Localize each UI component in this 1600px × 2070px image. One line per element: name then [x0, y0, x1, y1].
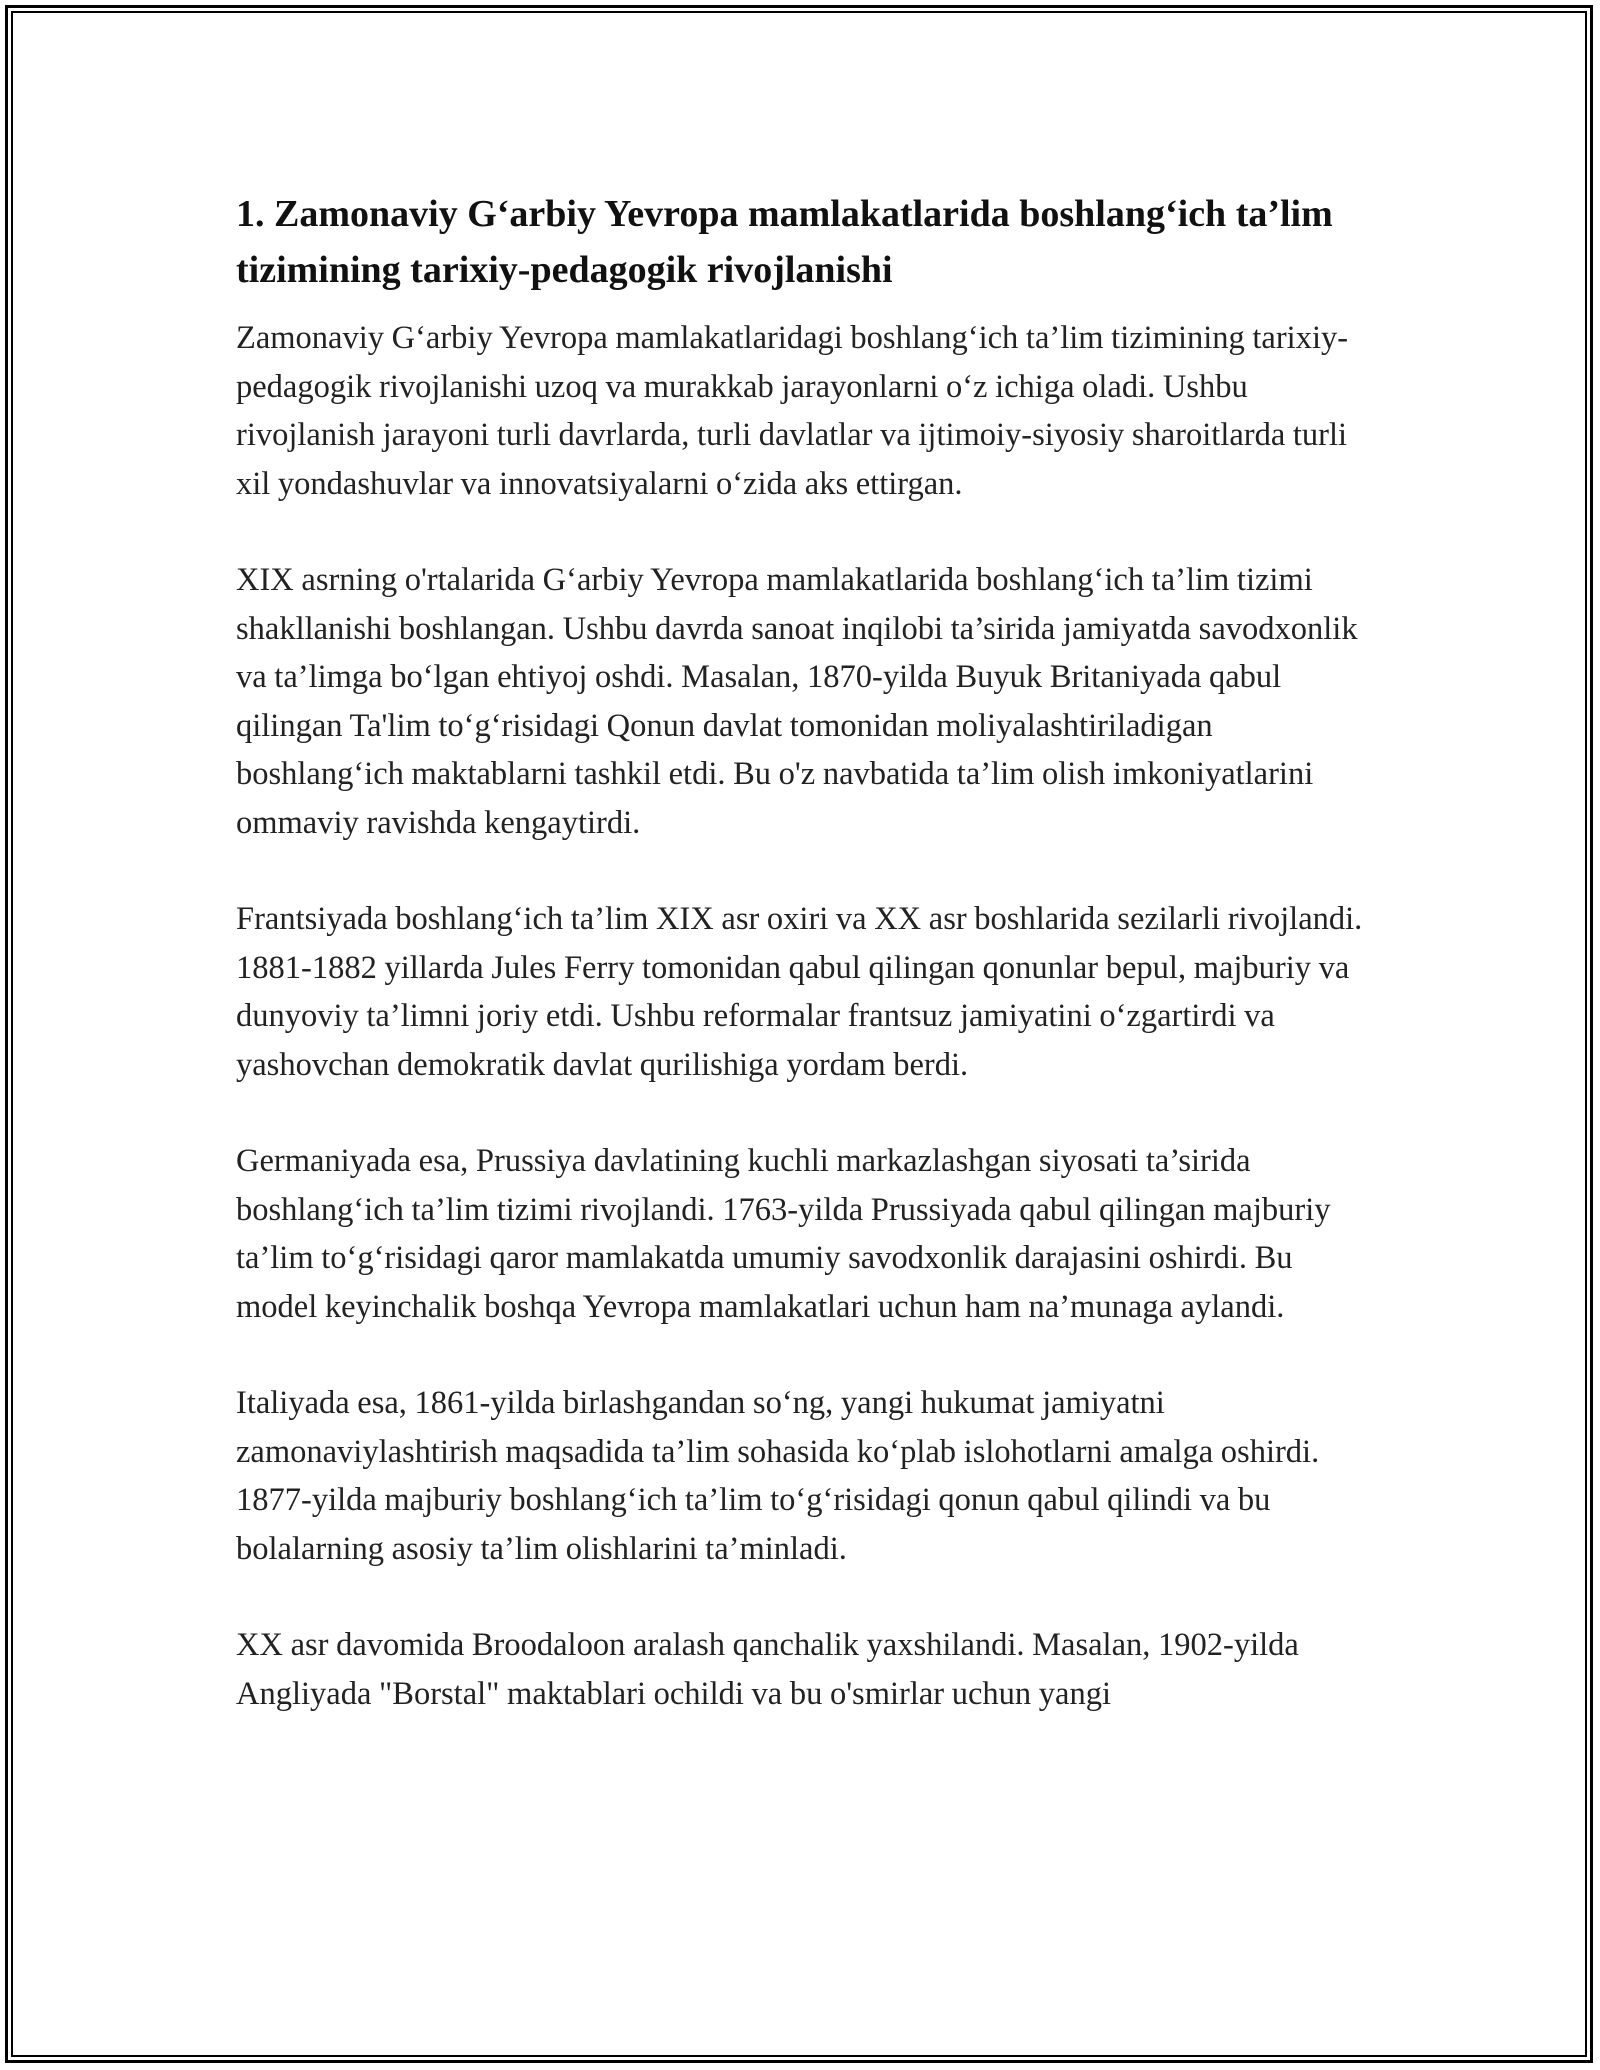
- document-body: [236, 186, 1376, 1766]
- paragraph-germany: Germaniyada esa, Prussiya davlatining kuchli markazlashgan siyosati ta’sirida boshlang‘ich ta’lim tizimi rivojlandi. 1763-yilda Prussiyada qabul qilingan majburiy ta’lim to‘g‘risidagi qaror mamlakatda umumiy savodxonlik darajasini oshirdi. Bu model keyinchalik boshqa Yevropa mamlakatlari uchun ham na’munaga aylandi.: [236, 1143, 1331, 1325]
- paragraph-france: Frantsiyada boshlang‘ich ta’lim XIX asr oxiri va XX asr boshlarida sezilarli rivojlandi. 1881-1882 yillarda Jules Ferry tomonidan qabul qilingan qonunlar bepul, majburiy va dunyoviy ta’limni joriy etdi. Ushbu reformalar frantsuz jamiyatini o‘zgartirdi va yashovchan demokratik davlat qurilishiga yordam berdi.: [236, 901, 1363, 1083]
- paragraph-italy: Italiyada esa, 1861-yilda birlashgandan so‘ng, yangi hukumat jamiyatni zamonaviylashtirish maqsadida ta’lim sohasida ko‘plab islohotlarni amalga oshirdi. 1877-yilda majburiy boshlang‘ich ta’lim to‘g‘risidagi qonun qabul qilindi va bu bolalarning asosiy ta’lim olishlarini ta’minladi.: [236, 1385, 1320, 1567]
- paragraph-19th-century: XIX asrning o'rtalarida G‘arbiy Yevropa mamlakatlarida boshlang‘ich ta’lim tizimi shakllanishi boshlangan. Ushbu davrda sanoat inqilobi ta’sirida jamiyatda savodxonlik va ta’limga bo‘lgan ehtiyoj oshdi. Masalan, 1870-yilda Buyuk Britaniyada qabul qilingan Ta'lim to‘g‘risidagi Qonun davlat tomonidan moliyalashtiriladigan boshlang‘ich maktablarni tashkil etdi. Bu o'z navbatida ta’lim olish imkoniyatlarini ommaviy ravishda kengaytirdi.: [236, 562, 1358, 841]
- section-heading: 1. Zamonaviy G‘arbiy Yevropa mamlakatlarida boshlang‘ich ta’lim tizimining tarixiy-pedagogik rivojlanishi: [236, 193, 1333, 291]
- paragraph-20th-century: XX asr davomida Broodaloon aralash qanchalik yaxshilandi. Masalan, 1902-yilda Angliyada "Borstal" maktablari ochildi va bu o'smirlar uchun yangi: [236, 1627, 1299, 1712]
- paragraph-intro: Zamonaviy G‘arbiy Yevropa mamlakatlaridagi boshlang‘ich ta’lim tizimining tarixiy-pedagogik rivojlanishi uzoq va murakkab jarayonlarni o‘z ichiga oladi. Ushbu rivojlanish jarayoni turli davrlarda, turli davlatlar va ijtimoiy-siyosiy sharoitlarda turli xil yondashuvlar va innovatsiyalarni o‘zida aks ettirgan.: [236, 320, 1349, 502]
